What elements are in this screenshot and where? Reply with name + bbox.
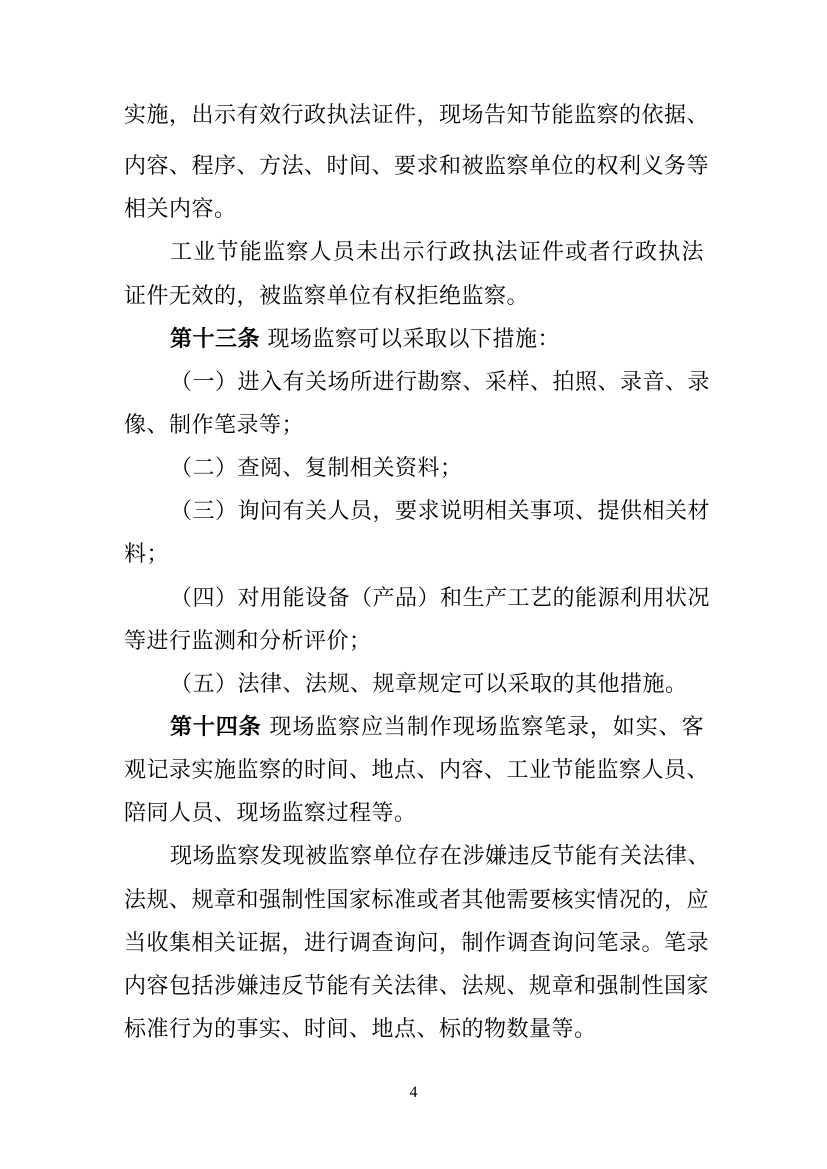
article-14-heading: 第十四条	[170, 715, 262, 740]
text-line: 陪同人员、现场监察过程等。	[124, 801, 417, 826]
text-line: 观记录实施监察的时间、地点、内容、工业节能监察人员、	[124, 758, 710, 783]
article-13-line	[170, 324, 704, 356]
text-line: （四）对用能设备（产品）和生产工艺的能源利用状况	[170, 586, 711, 611]
text-line: 法规、规章和强制性国家标准或者其他需要核实情况的，应	[124, 888, 710, 913]
article-14-line	[170, 712, 704, 744]
text-line: 实施，出示有效行政执法证件，现场告知节能监察的依据、	[124, 103, 710, 128]
text-line: 内容包括涉嫌违反节能有关法律、法规、规章和强制性国家	[124, 974, 710, 999]
text-line: （二）查阅、复制相关资料；	[170, 456, 463, 481]
text-line: 当收集相关证据，进行调查询问，制作调查询问笔录。笔录	[124, 931, 710, 956]
text-line: 现场监察发现被监察单位存在涉嫌违反节能有关法律、	[170, 844, 711, 869]
text-line: 证件无效的，被监察单位有权拒绝监察。	[124, 284, 530, 309]
text-line: 工业节能监察人员未出示行政执法证件或者行政执法	[170, 240, 704, 265]
text-line: 料；	[124, 542, 170, 567]
article-13-heading: 第十三条	[170, 327, 261, 352]
text-line: （一）进入有关场所进行勘察、采样、拍照、录音、录	[170, 370, 711, 395]
text-line: 等进行监测和分析评价；	[124, 629, 372, 654]
text-line: （五）法律、法规、规章规定可以采取的其他措施。	[170, 672, 688, 697]
text-line: （三）询问有关人员，要求说明相关事项、提供相关材	[170, 499, 711, 524]
page-number: 4	[409, 1084, 418, 1101]
text-line: 标准行为的事实、时间、地点、标的物数量等。	[124, 1017, 597, 1042]
text-line: 相关内容。	[124, 197, 237, 222]
article-13-text: 现场监察可以采取以下措施：	[267, 327, 561, 352]
text-line: 像、制作笔录等；	[124, 413, 305, 438]
article-14-text: 现场监察应当制作现场监察笔录，如实、客	[269, 715, 704, 740]
text-line: 内容、程序、方法、时间、要求和被监察单位的权利义务等	[124, 154, 710, 179]
